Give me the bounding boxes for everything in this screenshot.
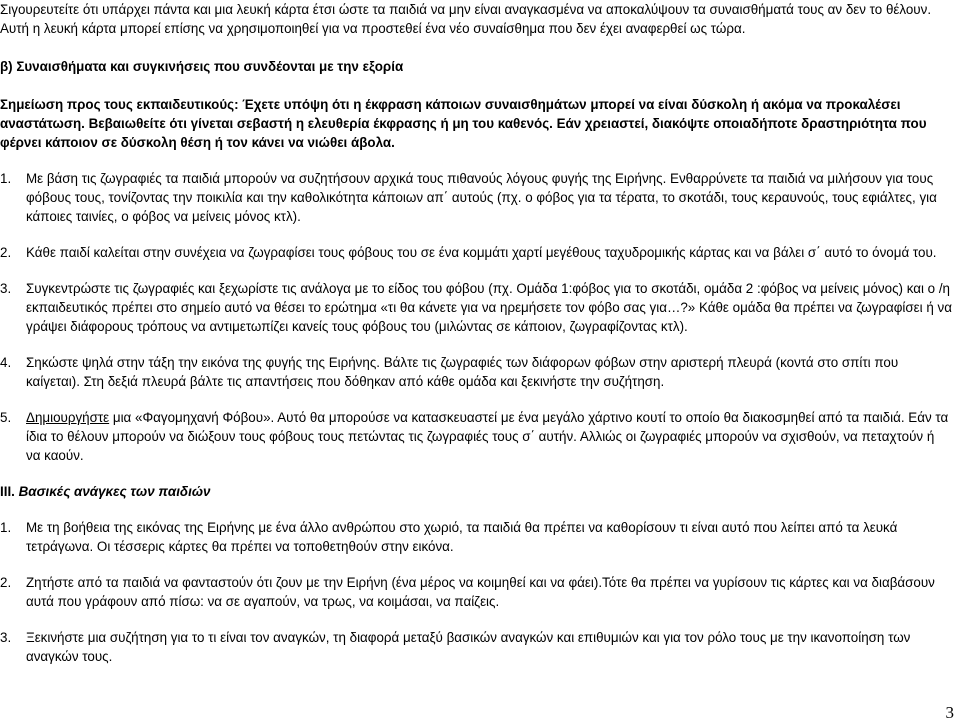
list-item-text: Σηκώστε ψηλά στην τάξη την εικόνα της φυγής της Ειρήνης. Βάλτε τις ζωγραφιές των διάφορων φόβων στην αριστερή πλευρά (κοντά στο σπίτι που καίγεται). Στη δεξιά πλευρά βάλτε τις απαντήσεις που δόθηκαν από κάθε ομάδα και ξεκινήστε την συζήτηση. xyxy=(26,355,899,389)
list-number: 3. xyxy=(0,281,12,296)
section-numeral: III. xyxy=(0,484,15,499)
teacher-note: Σημείωση προς τους εκπαιδευτικούς: Έχετε υπόψη ότι η έκφραση κάποιων συναισθημάτων μπορεί να είναι δύσκολη ή ακόμα να προκαλέσει αναστάτωση. Βεβαιωθείτε ότι γίνεται σεβαστή η ελευθερία έκφρασης ή μη του καθενός. Εάν χρειαστεί, διακόψτε οποιαδήποτε δραστηριότητα που φέρνει κάποιον σε δύσκολη θέση ή τον κάνει να νιώθει άβολα. xyxy=(0,97,927,150)
underlined-word: Δημιουργήστε xyxy=(26,410,110,425)
list-item-a2 xyxy=(0,243,952,262)
spacer xyxy=(0,262,952,279)
list-number: 4. xyxy=(0,355,12,370)
list-number: 1. xyxy=(0,520,12,535)
spacer xyxy=(0,501,952,518)
page-number: 3 xyxy=(945,703,954,722)
list-number: 5. xyxy=(0,410,12,425)
list-item-b1 xyxy=(0,518,952,556)
spacer xyxy=(0,76,952,95)
spacer xyxy=(0,391,952,408)
intro-paragraph: Σιγουρευτείτε ότι υπάρχει πάντα και μια λευκή κάρτα έτσι ώστε τα παιδιά να μην είναι αναγκασμένα να αποκαλύψουν τα συναισθήματά τους αν δεν το θέλουν. Αυτή η λευκή κάρτα μπορεί επίσης να χρησιμοποιηθεί για να προστεθεί ένα νέο συναίσθημα που δεν έχει αναφερθεί ως τώρα. xyxy=(0,2,932,36)
list-item-text: Συγκεντρώστε τις ζωγραφιές και ξεχωρίστε τις ανάλογα με το είδος του φόβου (πχ. Ομάδα 1:φόβος για το σκοτάδι, ομάδα 2 :φόβος να μείνεις μόνος) και ο /η εκπαιδευτικός πρέπει στο σημείο αυτό να θέσει το ερώτημα «τι θα κάνετε για να ηρεμήσετε τον φόβο σας για…?» Κάθε ομάδα θα πρέπει να ζωγραφίσει ή να γράψει διάφορους τρόπους να αντιμετωπίζει κανείς τους φόβους του (μιλώντας σε κάποιον, ζωγραφίζοντας κτλ). xyxy=(26,281,952,334)
subheading: β) Συναισθήματα και συγκινήσεις που συνδέονται με την εξορία xyxy=(0,59,404,74)
list-item-b3 xyxy=(0,628,952,666)
spacer xyxy=(0,336,952,353)
spacer xyxy=(0,611,952,628)
list-item-text: Ξεκινήστε μια συζήτηση για το τι είναι τον αναγκών, τη διαφορά μεταξύ βασικών αναγκών και επιθυμιών και για τον ρόλο τους με την ικανοποίηση των αναγκών τους. xyxy=(26,630,911,664)
list-item-b2 xyxy=(0,573,952,611)
list-item-a3 xyxy=(0,279,952,336)
list-item-text: Με τη βοήθεια της εικόνας της Ειρήνης με ένα άλλο ανθρώπου στο χωριό, τα παιδιά θα πρέπει να καθορίσουν τι είναι αυτό που λείπει από τα λευκά τετράγωνα. Οι τέσσερις κάρτες θα πρέπει να τοποθετηθούν στην εικόνα. xyxy=(26,520,898,554)
list-number: 2. xyxy=(0,245,12,260)
list-item-text: Με βάση τις ζωγραφιές τα παιδιά μπορούν να συζητήσουν αρχικά τους πιθανούς λόγους φυγής της Ειρήνης. Ενθαρρύνετε τα παιδιά να μιλήσουν για τους φόβους τους, τονίζοντας την ποικιλία και την καθολικότητα κάποιων απ΄ αυτούς (πχ. ο φόβος για τα τέρατα, το σκοτάδι, τους κεραυνούς, τους εφιάλτες, για κάποιες ταινίες, ο φόβος να μείνεις μόνος κτλ). xyxy=(26,171,937,224)
spacer xyxy=(0,38,952,57)
list-number: 3. xyxy=(0,630,12,645)
list-item-text: Ζητήστε από τα παιδιά να φανταστούν ότι ζουν με την Ειρήνη (ένα μέρος να κοιμηθεί και να φάει).Τότε θα πρέπει να γυρίσουν τις κάρτες και να διαβάσουν αυτά που γράφουν από πίσω: να σε αγαπούν, να τρως, να κοιμάσαι, να παίζεις. xyxy=(26,575,935,609)
section-heading xyxy=(0,482,952,501)
list-item-a5 xyxy=(0,408,952,465)
list-number: 2. xyxy=(0,575,12,590)
list-item-text: μια «Φαγομηχανή Φόβου». Αυτό θα μπορούσε να κατασκευαστεί με ένα μεγάλο χάρτινο κουτί το οποίο θα διακοσμηθεί από τα παιδιά. Εάν τα ίδια το θέλουν μπορούν να διώξουν τους φόβους τους πετώντας τις ζωγραφιές τους σ΄ αυτήν. Αλλιώς οι ζωγραφιές μπορούν να σχισθούν, να πεταχτούν ή να καούν. xyxy=(26,410,949,463)
list-item-text: Κάθε παιδί καλείται στην συνέχεια να ζωγραφίσει τους φόβους του σε ένα κομμάτι χαρτί μεγέθους ταχυδρομικής κάρτας και να βάλει σ΄ αυτό το όνομά του. xyxy=(26,245,937,260)
spacer xyxy=(0,152,952,169)
spacer xyxy=(0,465,952,482)
list-item-a1 xyxy=(0,169,952,226)
list-item-a4 xyxy=(0,353,952,391)
section-title: Βασικές ανάγκες των παιδιών xyxy=(18,484,211,499)
list-number: 1. xyxy=(0,171,12,186)
spacer xyxy=(0,226,952,243)
spacer xyxy=(0,556,952,573)
